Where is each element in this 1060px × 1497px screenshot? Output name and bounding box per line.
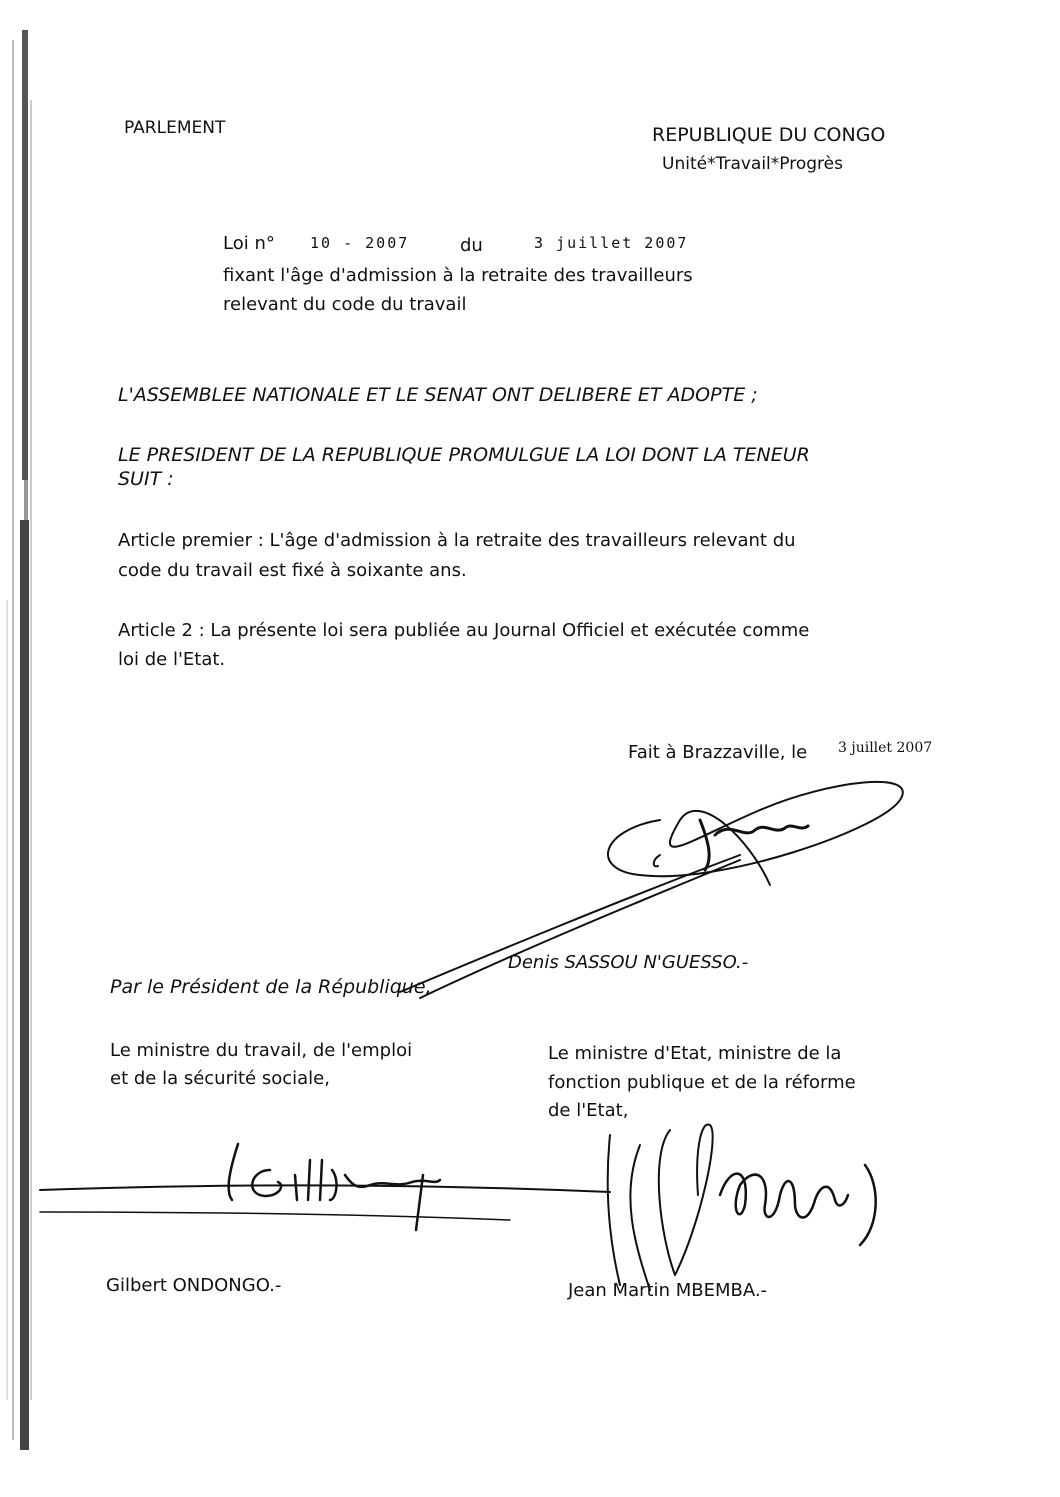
minister-1-signature	[40, 1130, 620, 1240]
law-prefix: Loi n°	[223, 233, 275, 254]
president-name: Denis SASSOU N'GUESSO.-	[508, 952, 749, 973]
minister-1-name: Gilbert ONDONGO.-	[106, 1275, 282, 1296]
law-du: du	[460, 235, 483, 256]
country-motto: Unité*Travail*Progrès	[662, 154, 843, 174]
parlement-label: PARLEMENT	[124, 118, 226, 138]
law-date: 3 juillet 2007	[534, 234, 689, 252]
minister-2-title-line2: fonction publique et de la réforme	[548, 1072, 856, 1093]
scan-edge-artifact	[0, 0, 42, 1497]
article-1-line2: code du travail est fixé à soixante ans.	[118, 560, 467, 581]
minister-1-title-line1: Le ministre du travail, de l'emploi	[110, 1040, 413, 1061]
article-2-line1: Article 2 : La présente loi sera publiée au Journal Officiel et exécutée comme	[118, 620, 810, 641]
law-subject-line1: fixant l'âge d'admission à la retraite des travailleurs	[223, 265, 693, 286]
minister-2-title-line3: de l'Etat,	[548, 1100, 629, 1121]
law-subject-line2: relevant du code du travail	[223, 294, 467, 315]
minister-1-title-line2: et de la sécurité sociale,	[110, 1068, 330, 1089]
preamble-president-line2: SUIT :	[118, 468, 174, 490]
preamble-president-line1: LE PRESIDENT DE LA REPUBLIQUE PROMULGUE LA LOI DONT LA TENEUR	[118, 444, 810, 466]
article-1-line1: Article premier : L'âge d'admission à la retraite des travailleurs relevant du	[118, 530, 796, 551]
president-signature	[360, 760, 920, 1020]
minister-2-signature	[580, 1115, 900, 1305]
country-name: REPUBLIQUE DU CONGO	[652, 124, 886, 146]
minister-2-title-line1: Le ministre d'Etat, ministre de la	[548, 1043, 842, 1064]
law-number: 10 - 2007	[310, 234, 410, 252]
preamble-assembly: L'ASSEMBLEE NATIONALE ET LE SENAT ONT DELIBERE ET ADOPTE ;	[118, 384, 758, 406]
done-place: Fait à Brazzaville, le	[628, 742, 808, 763]
done-date: 3 juillet 2007	[838, 740, 933, 756]
by-president: Par le Président de la République,	[110, 976, 432, 998]
article-2-line2: loi de l'Etat.	[118, 649, 226, 670]
minister-2-name: Jean Martin MBEMBA.-	[568, 1280, 768, 1301]
